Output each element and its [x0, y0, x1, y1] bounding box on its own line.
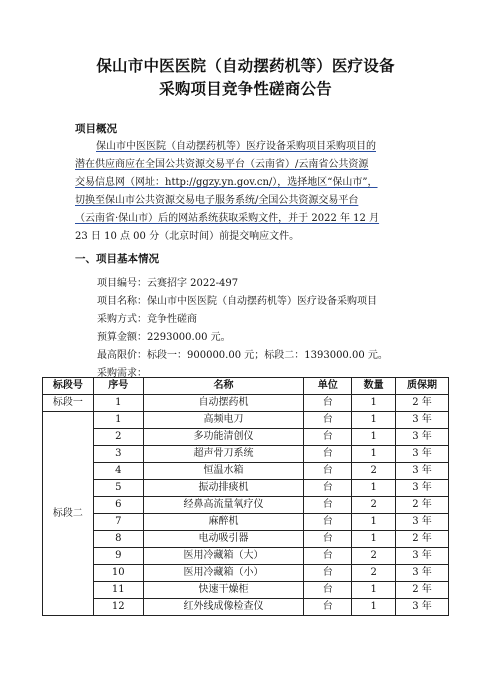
procurement-method: 采购方式：竞争性磋商 [97, 314, 197, 325]
project-name: 项目名称：保山市中医医院（自动摆药机等）医疗设备采购项目 [97, 296, 377, 307]
cell-lot: 标段二 [43, 412, 94, 616]
cell-qty: 2 [352, 463, 396, 480]
cell-warranty: 3 年 [396, 463, 449, 480]
cell-name: 麻醉机 [143, 514, 304, 531]
table-row [43, 514, 449, 531]
cell-unit: 台 [304, 395, 352, 412]
cell-name: 电动吸引器 [143, 531, 304, 548]
overview-line: （云南省·保山市）后的网站系统获取采购文件，并于 2022 年 12 月 [75, 213, 380, 224]
cell-warranty: 2 年 [396, 497, 449, 514]
table-row [43, 480, 449, 497]
cell-no: 1 [93, 395, 143, 412]
cell-warranty: 3 年 [396, 446, 449, 463]
cell-unit: 台 [304, 412, 352, 429]
cell-unit: 台 [304, 446, 352, 463]
cell-no: 5 [93, 480, 143, 497]
project-number: 项目编号：云赛招字 2022-497 [97, 278, 239, 289]
cell-no: 7 [93, 514, 143, 531]
cell-name: 快速干燥柜 [143, 582, 304, 599]
header-lot: 标段号 [43, 378, 94, 395]
cell-warranty: 3 年 [396, 548, 449, 565]
cell-lot: 标段一 [43, 395, 94, 412]
project-info [97, 275, 388, 383]
document-title-line1: 保山市中医医院（自动摆药机等）医疗设备 [96, 57, 395, 75]
document-title-line2: 采购项目竞争性磋商公告 [159, 80, 332, 98]
header-warranty: 质保期 [396, 378, 449, 395]
cell-qty: 1 [352, 514, 396, 531]
cell-qty: 2 [352, 497, 396, 514]
requirements-label: 采购需求： [97, 368, 147, 379]
table-row [43, 582, 449, 599]
overview-line: 23 日 10 点 00 分（北京时间）前提交响应文件。 [75, 231, 300, 242]
cell-name: 医用冷藏箱（小） [143, 565, 304, 582]
overview-paragraph [75, 138, 421, 246]
header-name: 名称 [143, 378, 304, 395]
cell-warranty: 3 年 [396, 412, 449, 429]
table-row [43, 548, 449, 565]
cell-warranty: 2 年 [396, 395, 449, 412]
cell-no: 12 [93, 599, 143, 616]
cell-unit: 台 [304, 599, 352, 616]
cell-name: 经鼻高流量氧疗仪 [143, 497, 304, 514]
cell-warranty: 3 年 [396, 429, 449, 446]
header-qty: 数量 [352, 378, 396, 395]
table-row [43, 395, 449, 412]
cell-no: 11 [93, 582, 143, 599]
header-no: 序号 [93, 378, 143, 395]
cell-warranty: 2 年 [396, 582, 449, 599]
table-row [43, 565, 449, 582]
cell-no: 8 [93, 531, 143, 548]
cell-name: 恒温水箱 [143, 463, 304, 480]
overview-line: 切换至保山市公共资源交易电子服务系统/全国公共资源交易平台 [75, 195, 359, 206]
overview-line: 保山市中医医院（自动摆药机等）医疗设备采购项目采购项目的 [96, 141, 376, 152]
table-row [43, 412, 449, 429]
cell-qty: 1 [352, 582, 396, 599]
cell-no: 9 [93, 548, 143, 565]
cell-name: 自动摆药机 [143, 395, 304, 412]
cell-name: 红外线成像检查仪 [143, 599, 304, 616]
overview-line: 交易信息网（网址：http://ggzy.yn.gov.cn/），选择地区“保山市”， [75, 177, 378, 188]
cell-unit: 台 [304, 429, 352, 446]
cell-unit: 台 [304, 548, 352, 565]
cell-warranty: 3 年 [396, 599, 449, 616]
cell-name: 高频电刀 [143, 412, 304, 429]
cell-qty: 1 [352, 480, 396, 497]
overview-heading: 项目概况 [75, 123, 117, 135]
cell-qty: 1 [352, 395, 396, 412]
cell-unit: 台 [304, 497, 352, 514]
cell-unit: 台 [304, 480, 352, 497]
cell-no: 3 [93, 446, 143, 463]
cell-name: 医用冷藏箱（大） [143, 548, 304, 565]
table-row [43, 531, 449, 548]
max-price: 最高限价：标段一：900000.00 元；标段二：1393000.00 元。 [97, 350, 388, 361]
table-row [43, 463, 449, 480]
cell-warranty: 2 年 [396, 531, 449, 548]
cell-unit: 台 [304, 514, 352, 531]
table-body [43, 395, 449, 616]
cell-no: 2 [93, 429, 143, 446]
table-header-row [43, 378, 449, 395]
header-unit: 单位 [304, 378, 352, 395]
cell-warranty: 3 年 [396, 480, 449, 497]
table-row [43, 429, 449, 446]
cell-unit: 台 [304, 565, 352, 582]
table-row [43, 446, 449, 463]
cell-no: 4 [93, 463, 143, 480]
table-row [43, 497, 449, 514]
cell-name: 振动排痰机 [143, 480, 304, 497]
cell-qty: 1 [352, 429, 396, 446]
cell-name: 多功能清创仪 [143, 429, 304, 446]
cell-qty: 2 [352, 565, 396, 582]
cell-unit: 台 [304, 582, 352, 599]
section-heading: 一、项目基本情况 [75, 253, 159, 265]
cell-no: 10 [93, 565, 143, 582]
budget-amount: 预算金额：2293000.00 元。 [97, 332, 231, 343]
cell-qty: 1 [352, 412, 396, 429]
cell-qty: 2 [352, 548, 396, 565]
cell-no: 6 [93, 497, 143, 514]
overview-line: 潜在供应商应在全国公共资源交易平台（云南省）/云南省公共资源 [75, 159, 369, 170]
cell-no: 1 [93, 412, 143, 429]
table-row [43, 599, 449, 616]
cell-name: 超声骨刀系统 [143, 446, 304, 463]
cell-qty: 1 [352, 531, 396, 548]
cell-qty: 1 [352, 599, 396, 616]
cell-unit: 台 [304, 531, 352, 548]
cell-qty: 1 [352, 446, 396, 463]
requirements-table [42, 377, 449, 616]
cell-warranty: 3 年 [396, 565, 449, 582]
cell-warranty: 3 年 [396, 514, 449, 531]
cell-unit: 台 [304, 463, 352, 480]
